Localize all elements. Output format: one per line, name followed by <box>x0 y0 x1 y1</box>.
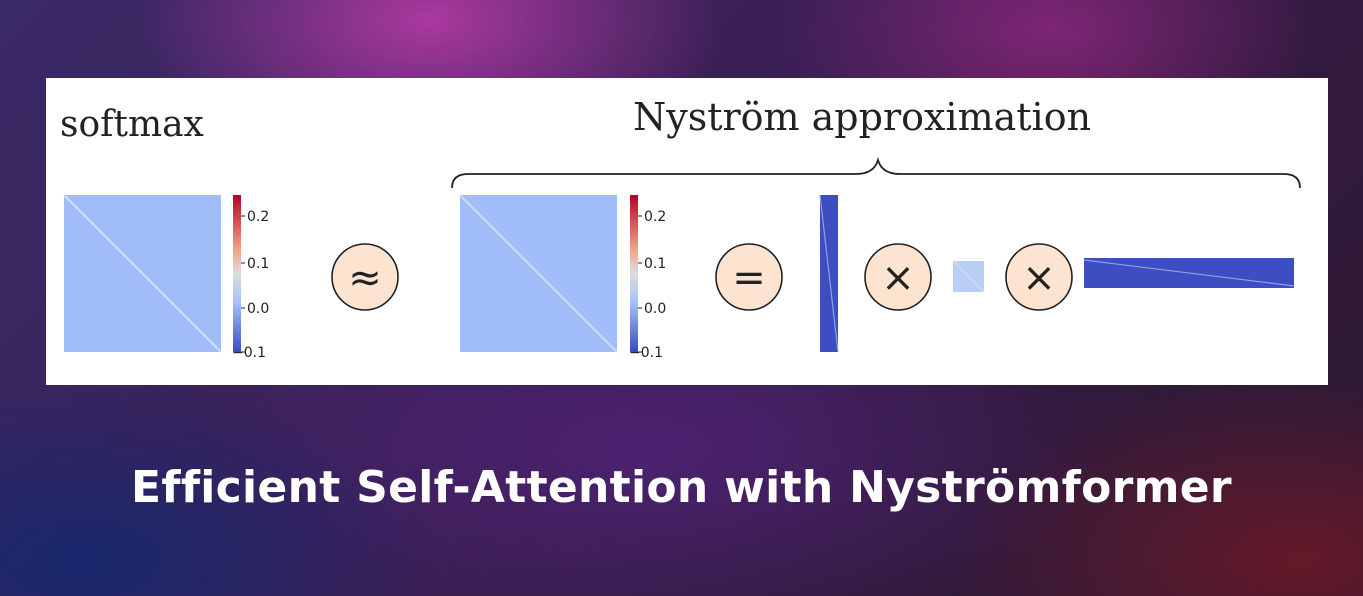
equals-operator <box>716 244 782 310</box>
times-symbol: × <box>1022 255 1056 301</box>
colorbar-left <box>232 195 269 361</box>
colorbar-right-tick: 0.1 <box>644 256 667 272</box>
softmax-label: softmax <box>60 104 204 145</box>
nystrom-approximation-label: Nyström approximation <box>633 95 1092 139</box>
middle-kernel-matrix <box>953 261 984 292</box>
right-factor-matrix <box>1084 258 1294 288</box>
colorbar-right-tick: 0.0 <box>644 301 667 317</box>
times-operator-2 <box>1006 244 1072 310</box>
colorbar-right-tick: −0.1 <box>629 345 663 361</box>
approx-symbol: ≈ <box>348 255 382 301</box>
colorbar-left-tick: 0.2 <box>247 209 270 225</box>
colorbar-right-tick: 0.2 <box>644 209 667 225</box>
colorbar-right <box>629 195 666 361</box>
equals-symbol: = <box>732 255 766 301</box>
colorbar-left-tick: 0.0 <box>247 301 270 317</box>
times-operator-1 <box>865 244 931 310</box>
figure-panel <box>46 78 1328 385</box>
colorbar-left-tick: 0.1 <box>247 256 270 272</box>
approx-operator <box>332 244 398 310</box>
nystrom-diagram <box>46 78 1328 385</box>
colorbar-left-tick: −0.1 <box>232 345 266 361</box>
left-factor-matrix <box>820 195 838 352</box>
nystrom-attention-matrix <box>460 195 617 352</box>
curly-brace <box>452 160 1300 188</box>
page-title: Efficient Self-Attention with Nyströmformer <box>131 462 1232 513</box>
softmax-attention-matrix <box>64 195 221 352</box>
times-symbol: × <box>881 255 915 301</box>
